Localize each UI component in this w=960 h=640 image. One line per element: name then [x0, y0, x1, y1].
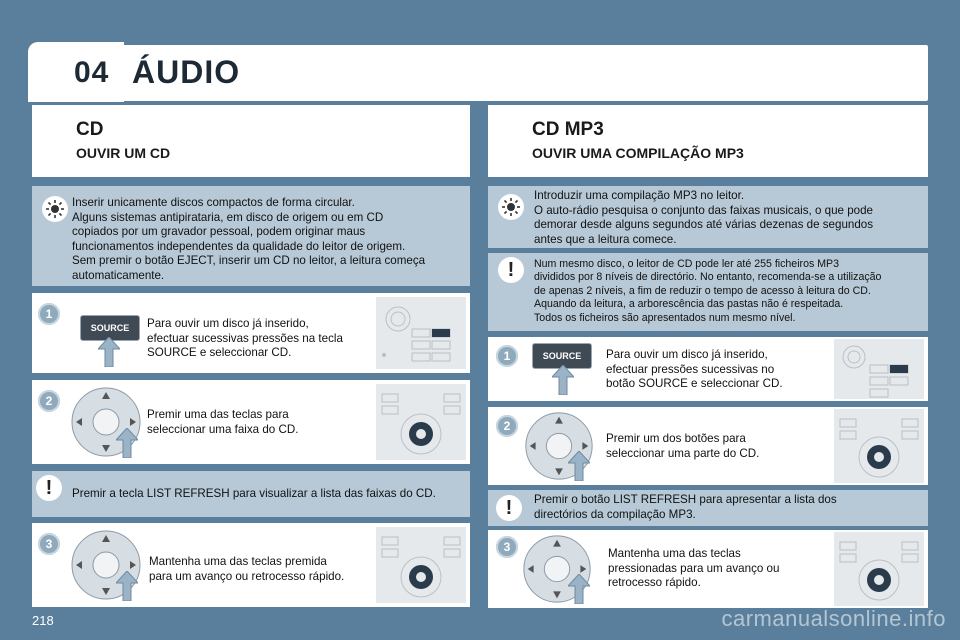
text-line: Aquando da leitura, a arborescência das pastas não é respeitada. [534, 298, 844, 311]
text-line: copiados por um gravador pessoal, podem originar maus [72, 225, 366, 238]
arrow-up-icon [568, 574, 590, 604]
radio-thumbnail [376, 527, 466, 603]
step-number-badge: 1 [38, 303, 60, 325]
text-line: Para ouvir um disco já inserido, [147, 317, 309, 330]
text-line: Introduzir uma compilação MP3 no leitor. [534, 189, 745, 202]
chapter-title: ÁUDIO [132, 54, 241, 90]
text-line: SOURCE e seleccionar CD. [147, 346, 292, 359]
text-line: de apenas 2 níveis, a fim de reduzir o tempo de acesso à leitura do CD. [534, 284, 871, 297]
text-line: Sem premir o botão EJECT, inserir um CD no leitor, a leitura começa [72, 254, 426, 267]
step-2-box [32, 380, 470, 464]
section-subtitle: OUVIR UM CD [76, 145, 171, 161]
text-line: para um avanço ou retrocesso rápido. [149, 569, 345, 583]
text-line: antes que a leitura comece. [534, 232, 677, 246]
step-text [147, 408, 367, 437]
step-number-badge: 2 [496, 415, 518, 437]
source-button: SOURCE [532, 343, 592, 369]
radio-thumbnail [376, 384, 466, 460]
text-line: Mantenha uma das teclas premida [149, 555, 327, 568]
text-line: Alguns sistemas antipirataria, em disco de origem ou em CD [72, 210, 384, 224]
text-line: Premir um dos botões para [606, 432, 746, 445]
warning-text [534, 258, 924, 325]
text-line: Para ouvir um disco já inserido, [606, 348, 768, 361]
step-text [147, 317, 367, 361]
chapter-number: 04 [74, 56, 110, 89]
warning-box [488, 253, 928, 331]
watermark: carmanualsonline.info [721, 606, 946, 631]
arrow-up-icon [116, 571, 138, 601]
text-line: divididos por 8 níveis de directório. No entanto, recomenda-se a utilização [534, 271, 882, 284]
text-line: seleccionar uma faixa do CD. [147, 422, 299, 436]
note-text: Premir a tecla LIST REFRESH para visualizar a lista das faixas do CD. [72, 487, 436, 500]
text-line: Inserir unicamente discos compactos de forma circular. [72, 196, 355, 209]
arrow-up-icon [552, 365, 574, 395]
step-3-box [488, 530, 928, 608]
sun-icon [42, 196, 68, 222]
step-text [608, 547, 828, 591]
section-header-mp3 [488, 105, 928, 177]
radio-thumbnail [376, 297, 466, 369]
text-line: retrocesso rápido. [608, 576, 701, 589]
text-line: efectuar sucessivas pressões na tecla [147, 331, 343, 345]
text-line: demorar desde alguns segundos até várias dezenas de segundos [534, 218, 874, 231]
section-title: CD [76, 119, 104, 140]
sun-icon [498, 194, 524, 220]
step-number-badge: 3 [496, 536, 518, 558]
step-2-box [488, 407, 928, 485]
step-number-badge: 2 [38, 390, 60, 412]
radio-thumbnail [834, 532, 924, 606]
text-line: Premir o botão LIST REFRESH para apresentar a lista dos [534, 493, 837, 506]
text-line: botão SOURCE e seleccionar CD. [606, 377, 783, 390]
radio-thumbnail [834, 409, 924, 483]
info-text [72, 196, 466, 283]
text-line: Mantenha uma das teclas [608, 547, 741, 560]
text-line: funcionamentos independentes da qualidade do leitor de origem. [72, 239, 406, 253]
note-text [534, 493, 924, 522]
note-box [32, 471, 470, 517]
section-header-cd [32, 105, 470, 177]
arrow-up-icon [116, 428, 138, 458]
arrow-up-icon [568, 451, 590, 481]
step-number-badge: 1 [496, 345, 518, 367]
step-text [606, 432, 826, 461]
arrow-up-icon [98, 337, 120, 367]
text-line: pressionadas para um avanço ou [608, 561, 780, 575]
info-box [32, 186, 470, 286]
text-line: Premir uma das teclas para [147, 408, 289, 421]
section-subtitle: OUVIR UMA COMPILAÇÃO MP3 [532, 145, 744, 161]
note-box [488, 490, 928, 526]
exclamation-icon: ! [36, 475, 62, 501]
text-line: Todos os ficheiros são apresentados num mesmo nível. [534, 311, 796, 324]
radio-thumbnail [834, 339, 924, 399]
step-text [606, 348, 826, 392]
section-title: CD MP3 [532, 119, 604, 140]
exclamation-icon: ! [498, 257, 524, 283]
page-number: 218 [32, 613, 54, 628]
text-line: directórios da compilação MP3. [534, 507, 696, 521]
step-1-box [488, 337, 928, 401]
exclamation-icon: ! [496, 495, 522, 521]
step-text [149, 555, 371, 584]
text-line: automaticamente. [72, 268, 165, 282]
info-box [488, 186, 928, 248]
step-3-box [32, 523, 470, 607]
text-line: O auto-rádio pesquisa o conjunto das faixas musicais, o que pode [534, 203, 874, 217]
source-button: SOURCE [80, 315, 140, 341]
step-number-badge: 3 [38, 533, 60, 555]
text-line: seleccionar uma parte do CD. [606, 446, 760, 460]
text-line: efectuar pressões sucessivas no [606, 362, 775, 376]
info-text [534, 189, 924, 247]
text-line: Num mesmo disco, o leitor de CD pode ler até 255 ficheiros MP3 [534, 258, 839, 270]
step-1-box [32, 293, 470, 373]
